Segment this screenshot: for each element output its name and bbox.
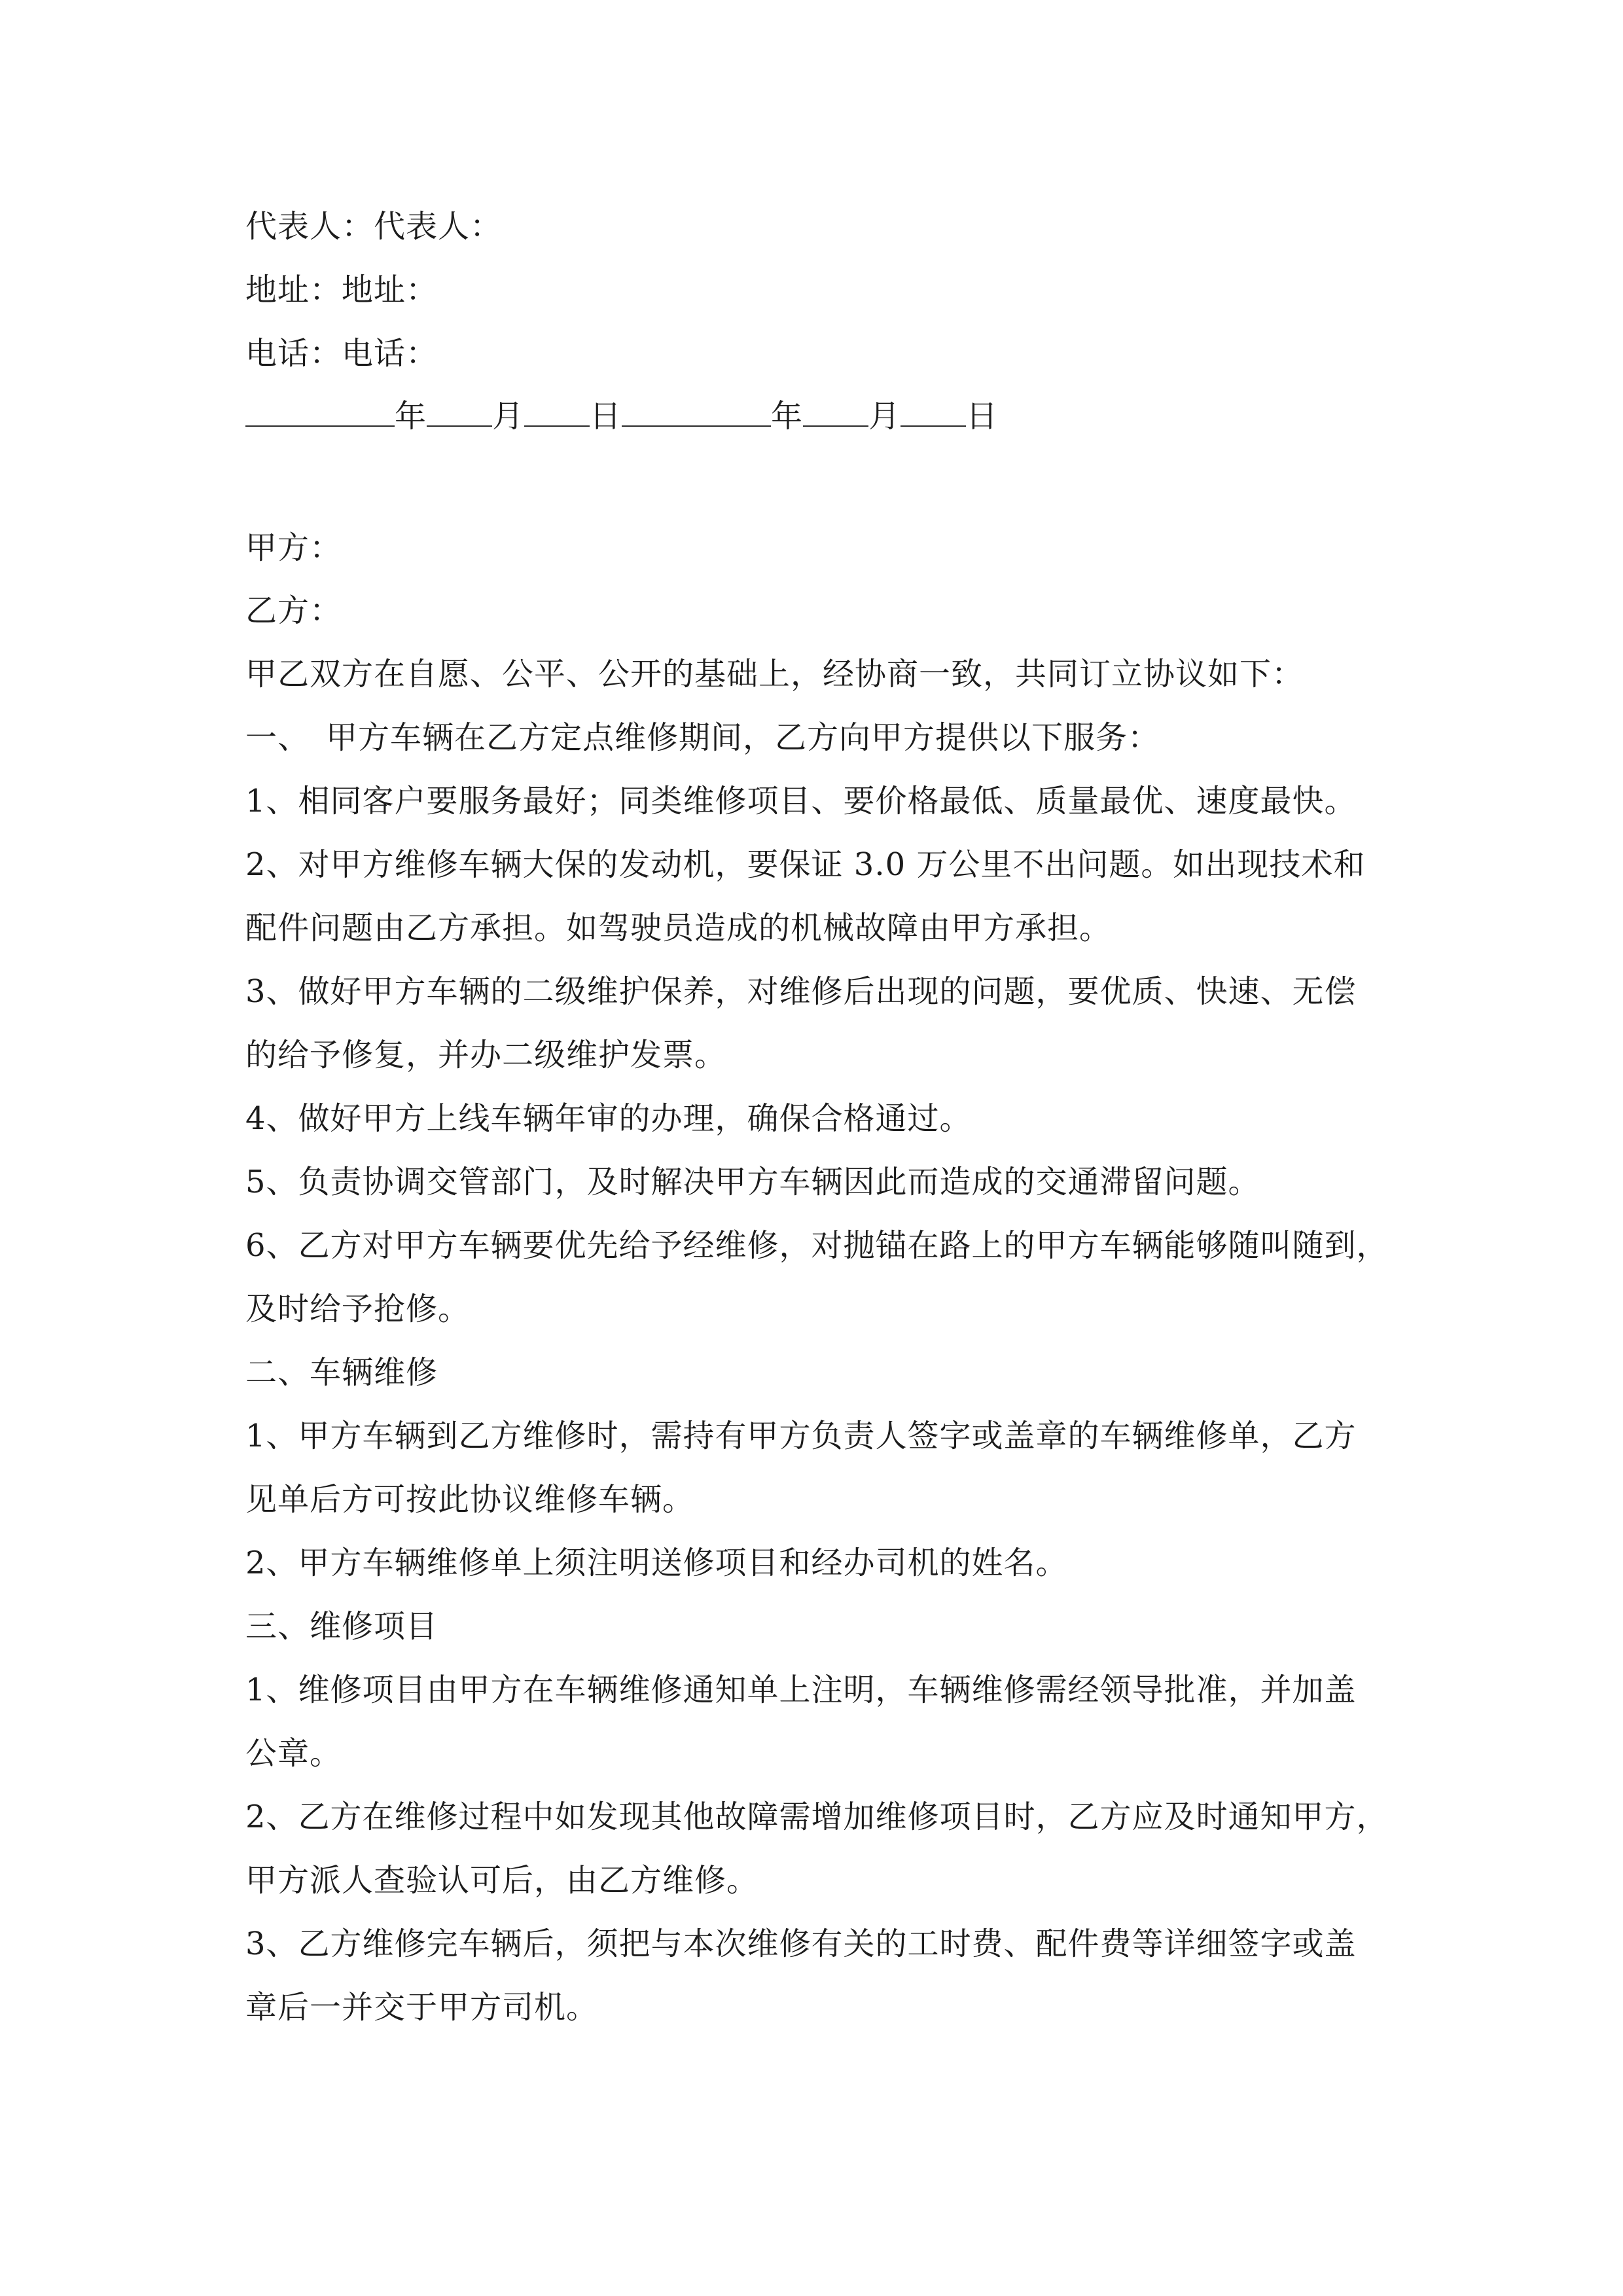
day-label-a: 日 — [590, 398, 622, 435]
section-3-item-2: 2、乙方在维修过程中如发现其他故障需增加维修项目时，乙方应及时通知甲方， — [245, 1799, 1389, 1835]
phone-line: 电话：电话： — [245, 335, 438, 372]
section-1-item-6-cont: 及时给予抢修。 — [245, 1291, 471, 1327]
day-blank-b — [901, 397, 966, 427]
year-label-a: 年 — [395, 398, 427, 435]
party-a-label: 甲方： — [245, 529, 342, 566]
section-2-heading: 二、车辆维修 — [245, 1354, 438, 1391]
section-2-item-2: 2、甲方车辆维修单上须注明送修项目和经办司机的姓名。 — [245, 1545, 1068, 1581]
section-3-heading: 三、维修项目 — [245, 1608, 438, 1645]
year-blank-a — [245, 397, 395, 427]
section-3-item-3-cont: 章后一并交于甲方司机。 — [245, 1989, 599, 2026]
section-1-heading: 一、 甲方车辆在乙方定点维修期间，乙方向甲方提供以下服务： — [245, 719, 1160, 756]
section-1-item-3: 3、做好甲方车辆的二级维护保养，对维修后出现的问题，要优质、快速、无偿 — [245, 973, 1357, 1010]
address-line: 地址：地址： — [245, 272, 438, 308]
month-blank-a — [427, 397, 492, 427]
month-label-a: 月 — [492, 398, 525, 435]
section-1-item-2-cont: 配件问题由乙方承担。如驾驶员造成的机械故障由甲方承担。 — [245, 910, 1112, 946]
section-3-item-1-cont: 公章。 — [245, 1735, 342, 1772]
section-2-item-1: 1、甲方车辆到乙方维修时，需持有甲方负责人签字或盖章的车辆维修单，乙方 — [245, 1418, 1357, 1454]
section-1-item-2: 2、对甲方维修车辆大保的发动机，要保证 3.0 万公里不出问题。如出现技术和 — [245, 846, 1366, 883]
section-1-item-3-cont: 的给予修复，并办二级维护发票。 — [245, 1037, 727, 1073]
party-b-label: 乙方： — [245, 592, 342, 629]
day-blank-a — [524, 397, 590, 427]
section-1-item-1: 1、相同客户要服务最好；同类维修项目、要价格最低、质量最优、速度最快。 — [245, 783, 1357, 819]
section-3-item-3: 3、乙方维修完车辆后，须把与本次维修有关的工时费、配件费等详细签字或盖 — [245, 1926, 1357, 1962]
day-label-b: 日 — [966, 398, 999, 435]
section-1-item-6: 6、乙方对甲方车辆要优先给予经维修，对抛锚在路上的甲方车辆能够随叫随到， — [245, 1227, 1389, 1264]
month-label-b: 月 — [868, 398, 901, 435]
section-1-item-4: 4、做好甲方上线车辆年审的办理，确保合格通过。 — [245, 1100, 972, 1137]
month-blank-b — [803, 397, 868, 427]
section-1-item-5: 5、负责协调交管部门，及时解决甲方车辆因此而造成的交通滞留问题。 — [245, 1164, 1260, 1200]
section-2-item-1-cont: 见单后方可按此协议维修车辆。 — [245, 1481, 695, 1518]
intro-paragraph: 甲乙双方在自愿、公平、公开的基础上，经协商一致，共同订立协议如下： — [245, 656, 1304, 692]
section-3-item-1: 1、维修项目由甲方在车辆维修通知单上注明，车辆维修需经领导批准，并加盖 — [245, 1672, 1357, 1708]
year-blank-b — [622, 397, 771, 427]
date-line — [245, 397, 1397, 436]
year-label-b: 年 — [771, 398, 804, 435]
representative-line: 代表人：代表人： — [245, 208, 503, 245]
section-3-item-2-cont: 甲方派人查验认可后，由乙方维修。 — [245, 1862, 759, 1899]
